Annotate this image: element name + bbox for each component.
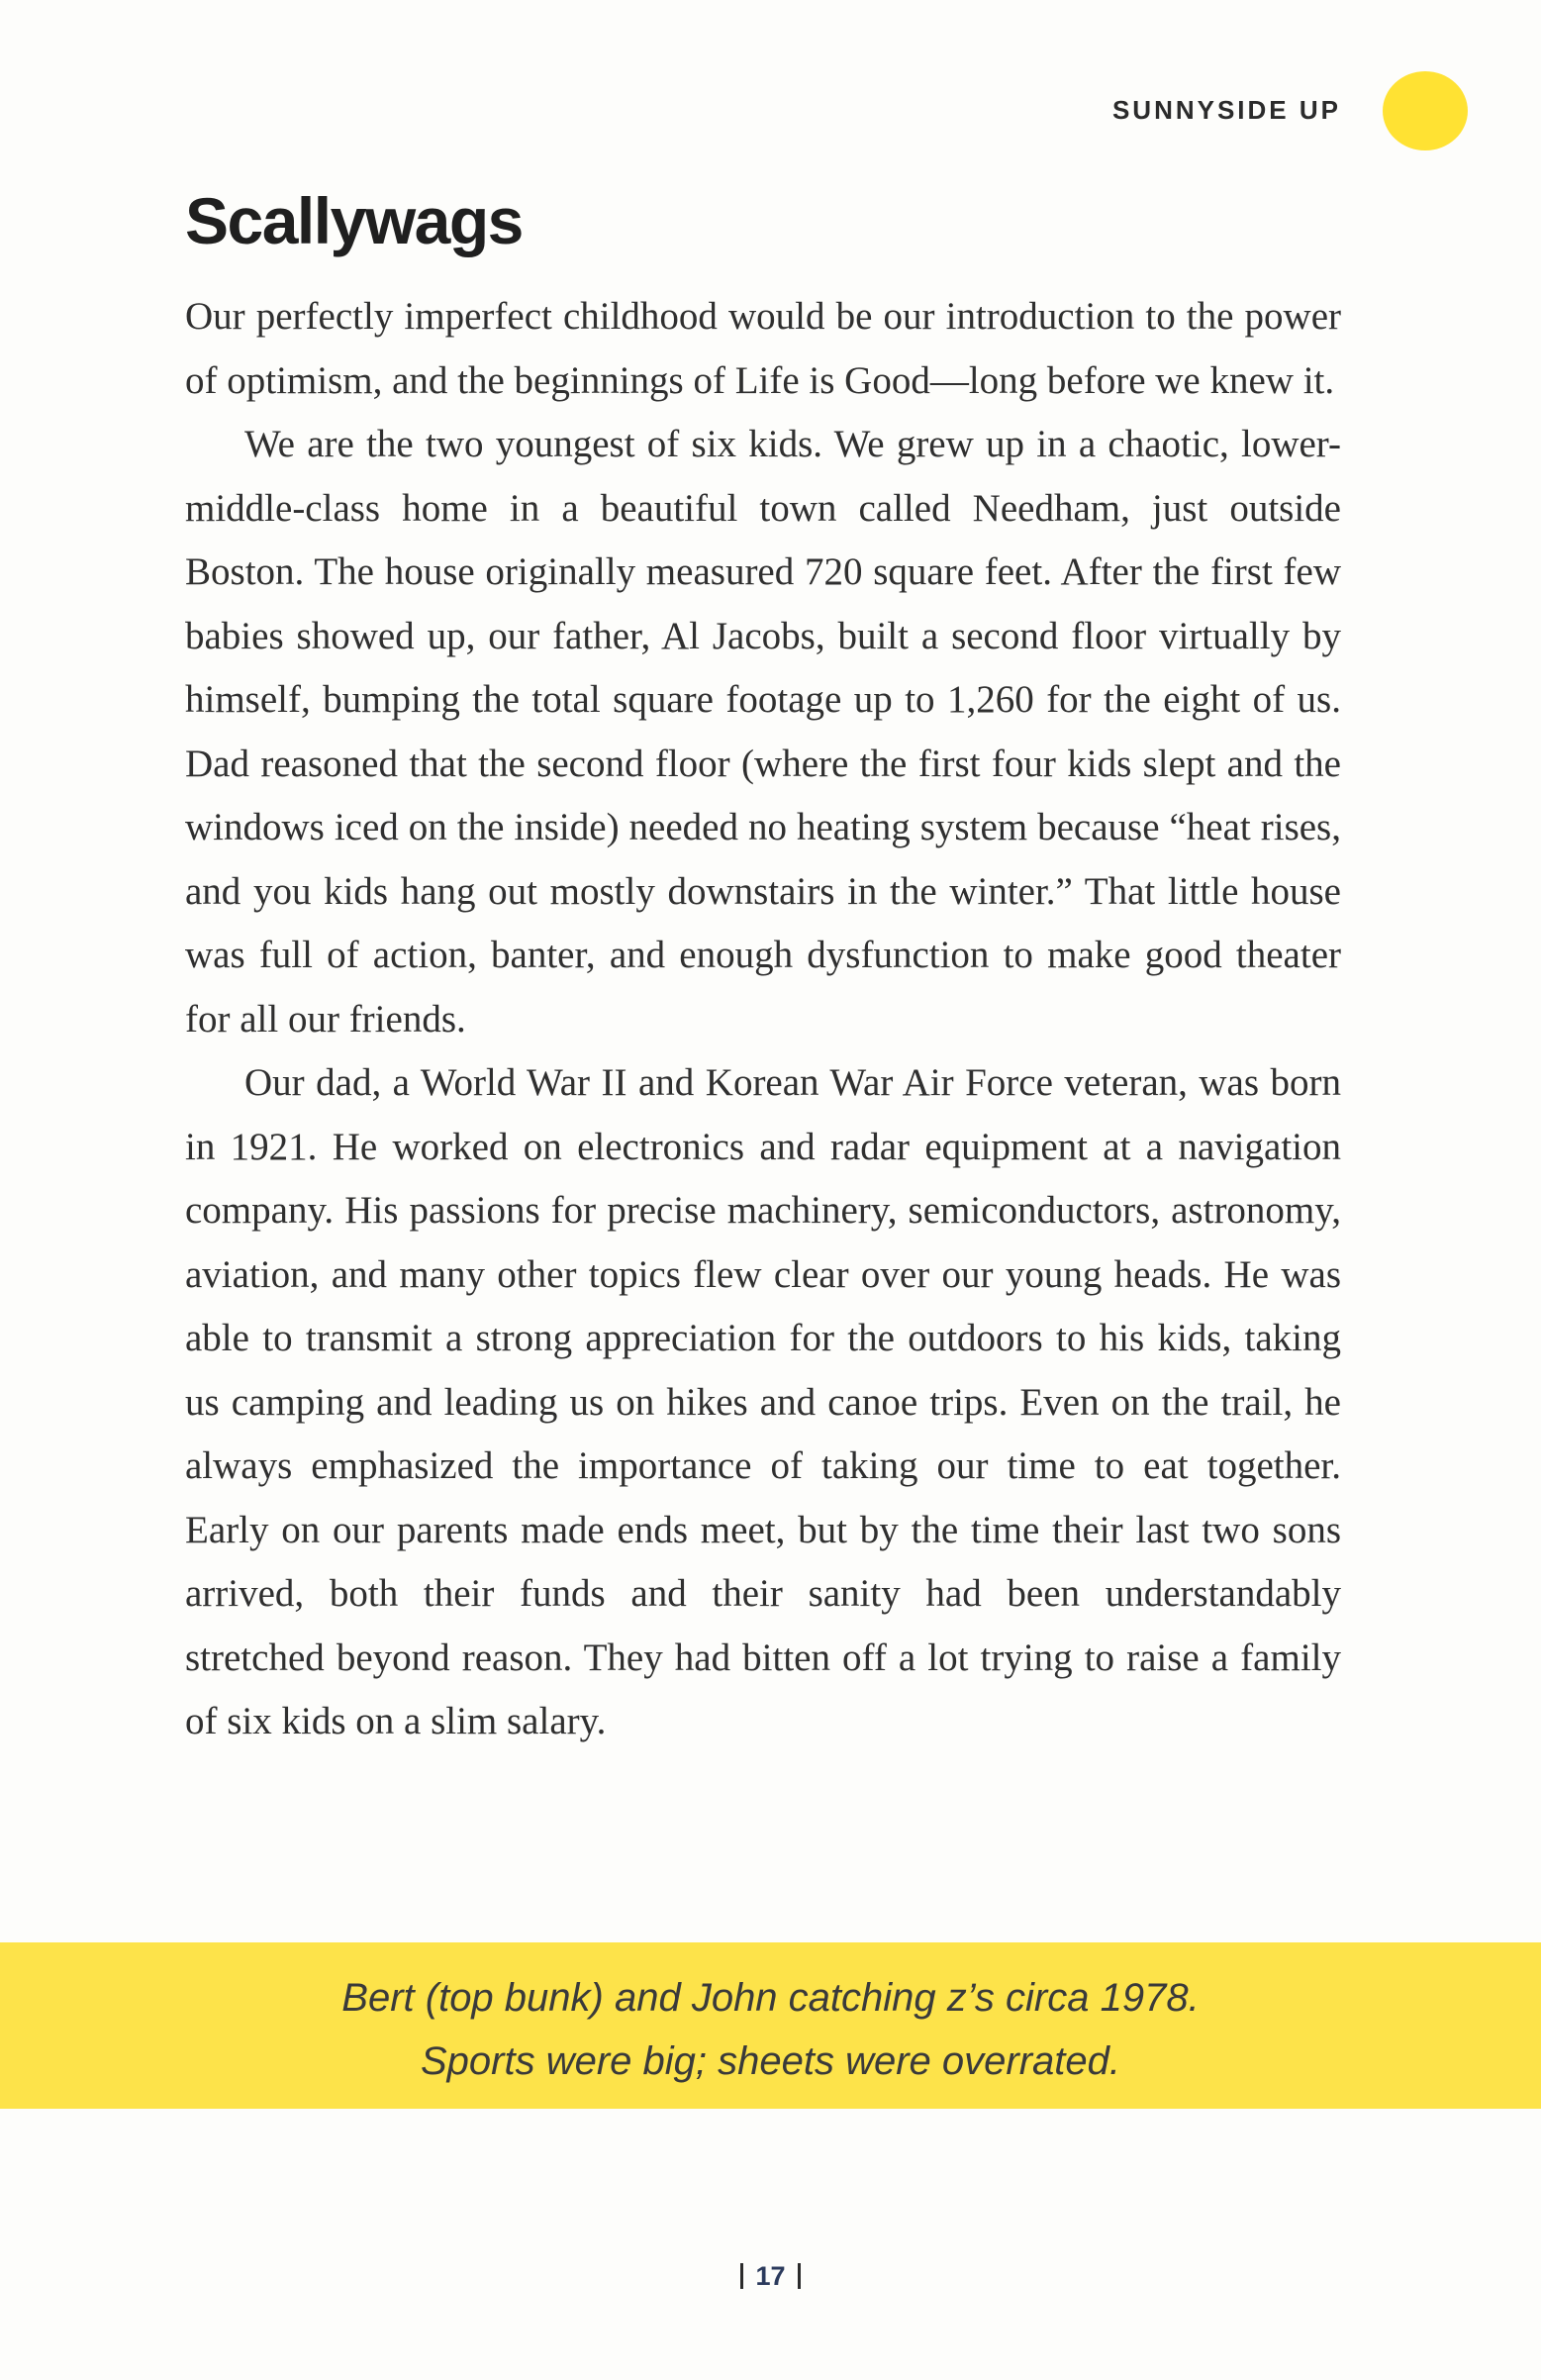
caption-line-1: Bert (top bunk) and John catching z’s circa 1978.: [341, 1976, 1200, 2020]
running-head: SUNNYSIDE UP: [1111, 95, 1341, 125]
paragraph-1: Our perfectly imperfect childhood would be our introduction to the power of optimism, and the beginnings of Life is Good—long before we knew it.: [185, 295, 1341, 402]
caption-line-2: Sports were big; sheets were overrated.: [420, 2039, 1120, 2083]
body-text: [185, 285, 1341, 1754]
paragraph-3: Our dad, a World War II and Korean War Air Force veteran, was born in 1921. He worked on electronics and radar equipment at a navigation company. His passions for precise machinery, semiconductors, astronomy, aviation, and many other topics flew clear over our young heads. He was able to transmit a strong appreciation for the outdoors to his kids, taking us camping and leading us on hikes and canoe trips. Even on the trail, he always emphasized the importance of taking our time to eat together. Early on our parents made ends meet, but by the time their last two sons arrived, both their funds and their sanity had been understandably stretched beyond reason. They had bitten off a lot trying to raise a family of six kids on a slim salary.: [185, 1061, 1341, 1742]
section-marker-dot: [1383, 71, 1468, 150]
photo-caption-band: [0, 1942, 1541, 2109]
paragraph-2: We are the two youngest of six kids. We grew up in a chaotic, lower-middle-class home in a beautiful town called Needham, just outside Boston. The house originally measured 720 square feet. After the first few babies showed up, our father, Al Jacobs, built a second floor virtually by himself, bumping the total square footage up to 1,260 for the eight of us. Dad reasoned that the second floor (where the first four kids slept and the windows iced on the inside) needed no heating system because “heat rises, and you kids hang out mostly downstairs in the winter.” That little house was full of action, banter, and enough dysfunction to make good theater for all our friends.: [185, 423, 1341, 1041]
page-number: [0, 2261, 1541, 2292]
photo-caption: [0, 1942, 1541, 2093]
section-title: Scallywags: [185, 184, 523, 257]
folio-divider-left: [740, 2263, 743, 2289]
folio-divider-right: [798, 2263, 801, 2289]
page-number-value: 17: [755, 2261, 786, 2291]
